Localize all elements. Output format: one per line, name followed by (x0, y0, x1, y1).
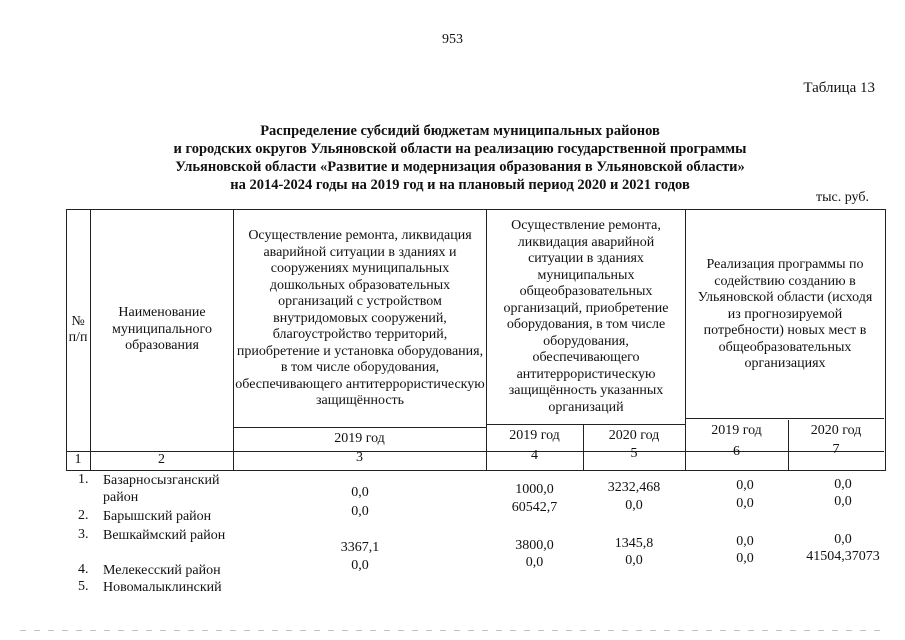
cell-value: 3800,0 (515, 538, 554, 553)
header-year: 2019 год (509, 427, 560, 443)
column-number: 5 (630, 446, 638, 462)
header-year: 2020 год (608, 427, 660, 443)
page-number: 953 (442, 32, 463, 47)
header-year: 2019 год (334, 430, 385, 446)
row-number: 2. (78, 508, 89, 523)
cell-value: 0,0 (525, 555, 544, 570)
cell-value: 3367,1 (340, 540, 380, 555)
cell-value: 41504,37073 (806, 549, 880, 564)
header-year: 2019 год (711, 422, 762, 438)
cell-value: 0,0 (736, 496, 754, 511)
municipality-name: Новомалыклинский (103, 580, 222, 595)
cell-value: 0,0 (351, 504, 369, 519)
divider (685, 418, 884, 419)
cell-value: 0,0 (834, 477, 852, 492)
header-group-3: Реализация программы по содействию созданию в Ульяновской области (исходя из прогнозируемой потребности) новых мест в общеобразовательных организациях (697, 257, 873, 372)
municipality-name: Вешкаймский район (103, 528, 226, 543)
document-title (150, 122, 770, 194)
column-number: 2 (158, 452, 165, 468)
row-number: 1. (78, 472, 89, 487)
units-label: тыс. руб. (816, 190, 869, 205)
column-number: 1 (74, 452, 82, 468)
scan-artifact (20, 630, 885, 631)
header-year: 2020 год (810, 422, 862, 438)
cell-value: 0,0 (625, 498, 643, 513)
cell-value: 0,0 (834, 494, 852, 509)
cell-value: 1345,8 (614, 536, 654, 551)
cell-value: 3232,468 (607, 480, 661, 495)
municipality-name: Барышский район (103, 509, 212, 524)
municipality-name: Мелекесский район (103, 563, 221, 578)
title-line: и городских округов Ульяновской области на реализацию государственной программы (173, 141, 747, 157)
cell-value: 1000,0 (515, 482, 554, 497)
row-number: 5. (78, 579, 89, 594)
row-number: 4. (78, 562, 89, 577)
cell-value: 60542,7 (511, 500, 558, 515)
cell-value: 0,0 (625, 553, 643, 568)
cell-value: 0,0 (736, 478, 754, 493)
header-group-2: Осуществление ремонта, ликвидация аварийной ситуации в зданиях муниципальных общеобразовательных организаций, приобретение оборудования, в том числе оборудования, обеспечивающего антитеррористическую защищённость указанных организаций (503, 218, 669, 415)
header-name: Наименование муниципального образования (112, 305, 212, 354)
cell-value: 0,0 (834, 532, 852, 547)
column-number: 4 (531, 448, 538, 464)
title-line: Распределение субсидий бюджетам муниципальных районов (260, 123, 660, 139)
column-number: 6 (733, 444, 740, 460)
row-number: 3. (78, 527, 89, 542)
column-number: 3 (356, 450, 363, 466)
column-number: 7 (832, 442, 840, 458)
cell-value: 0,0 (736, 534, 754, 549)
title-line: на 2014-2024 годы на 2019 год и на плановый период 2020 и 2021 годов (230, 177, 690, 193)
cell-value: 0,0 (351, 558, 369, 573)
municipality-name: Базарносызганский район (103, 473, 220, 505)
header-number: № п/п (68, 313, 88, 345)
divider (90, 209, 91, 470)
table-label: Таблица 13 (803, 80, 875, 96)
cell-value: 0,0 (351, 485, 369, 500)
title-line: Ульяновской области «Развитие и модернизация образования в Ульяновской области» (175, 159, 745, 175)
cell-value: 0,0 (736, 551, 754, 566)
header-group-1: Осуществление ремонта, ликвидация аварийной ситуации в зданиях и сооружениях муниципальных дошкольных образовательных организаций с устройством внутридомовых сооружений, благоустройство территорий, приобретение и установка оборудования, в том числе оборудования, обеспечивающего антитеррористическую защищённость (235, 228, 485, 409)
